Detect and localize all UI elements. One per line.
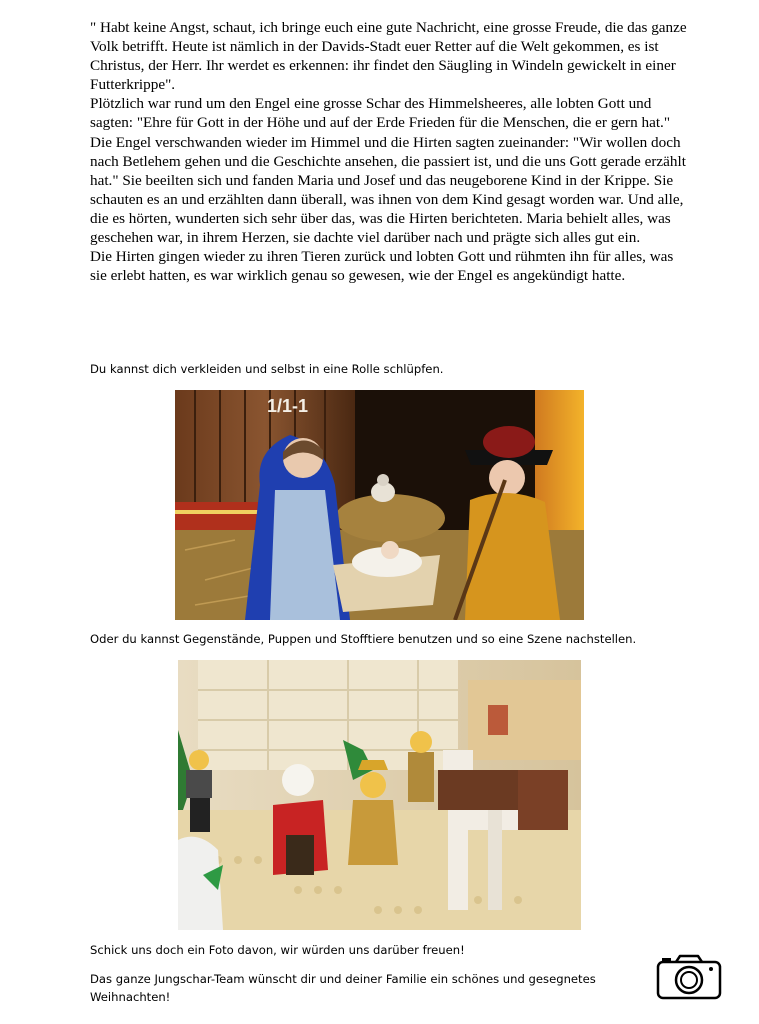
svg-text:1/1-1: 1/1-1 xyxy=(267,396,309,416)
greeting-line-1: Das ganze Jungschar-Team wünscht dir und deiner Familie ein schönes und gesegnetes xyxy=(90,972,596,986)
story-paragraph: Die Engel verschwanden wieder im Himmel und die Hirten sagten zueinander: "Wir wollen doch nach Betlehem gehen und die Geschichte ansehen, die passiert ist, und die uns Gott gerade erzählt hat." Sie beeilten sich und fanden Maria und Josef und das neugeborene Kind in der Krippe. Sie schauten es an und erzählten dann überall, was ihnen von dem Kind gesagt worden war. Und alle, die es hörten, wunderten sich sehr über das, was die Hirten berichteten. Maria behielt alles, was geschehen war, in ihrem Herzen, sie dachte viel darüber nach und prägte sich alles gut ein. xyxy=(90,133,686,247)
photo-note: Schick uns doch ein Foto davon, wir würden uns darüber freuen! xyxy=(90,943,465,957)
camera-icon xyxy=(656,954,722,1000)
children-nativity-photo xyxy=(175,390,584,620)
story-paragraph: Die Hirten gingen wieder zu ihren Tieren zurück und lobten Gott und rühmten ihn für alles, was sie erlebt hatten, es war wirklich genau so gewesen, wie der Engel es angekündigt hatte. xyxy=(90,248,674,285)
figures-note: Oder du kannst Gegenstände, Puppen und Stofftiere benutzen und so eine Szene nachstellen. xyxy=(90,632,637,646)
lego-nativity-photo xyxy=(178,660,581,930)
story-paragraph: Plötzlich war rund um den Engel eine grosse Schar des Himmelsheeres, alle lobten Gott und sagten: "Ehre für Gott in der Höhe und auf der Erde Frieden für die Menschen, die er gern hat." xyxy=(90,95,671,132)
story-paragraph: " Habt keine Angst, schaut, ich bringe euch eine gute Nachricht, eine grosse Freude, die das ganze Volk betrifft. Heute ist nämlich in der Davids-Stadt euer Retter auf die Welt gekommen, es ist Christus, der Herr. Ihr werdet es erkennen: ihr findet den Säugling in Windeln gewickelt in einer Futterkrippe". xyxy=(90,19,687,94)
costume-note: Du kannst dich verkleiden und selbst in eine Rolle schlüpfen. xyxy=(90,362,444,376)
greeting-line-2: Weihnachten! xyxy=(90,990,171,1004)
story-text xyxy=(90,18,690,285)
